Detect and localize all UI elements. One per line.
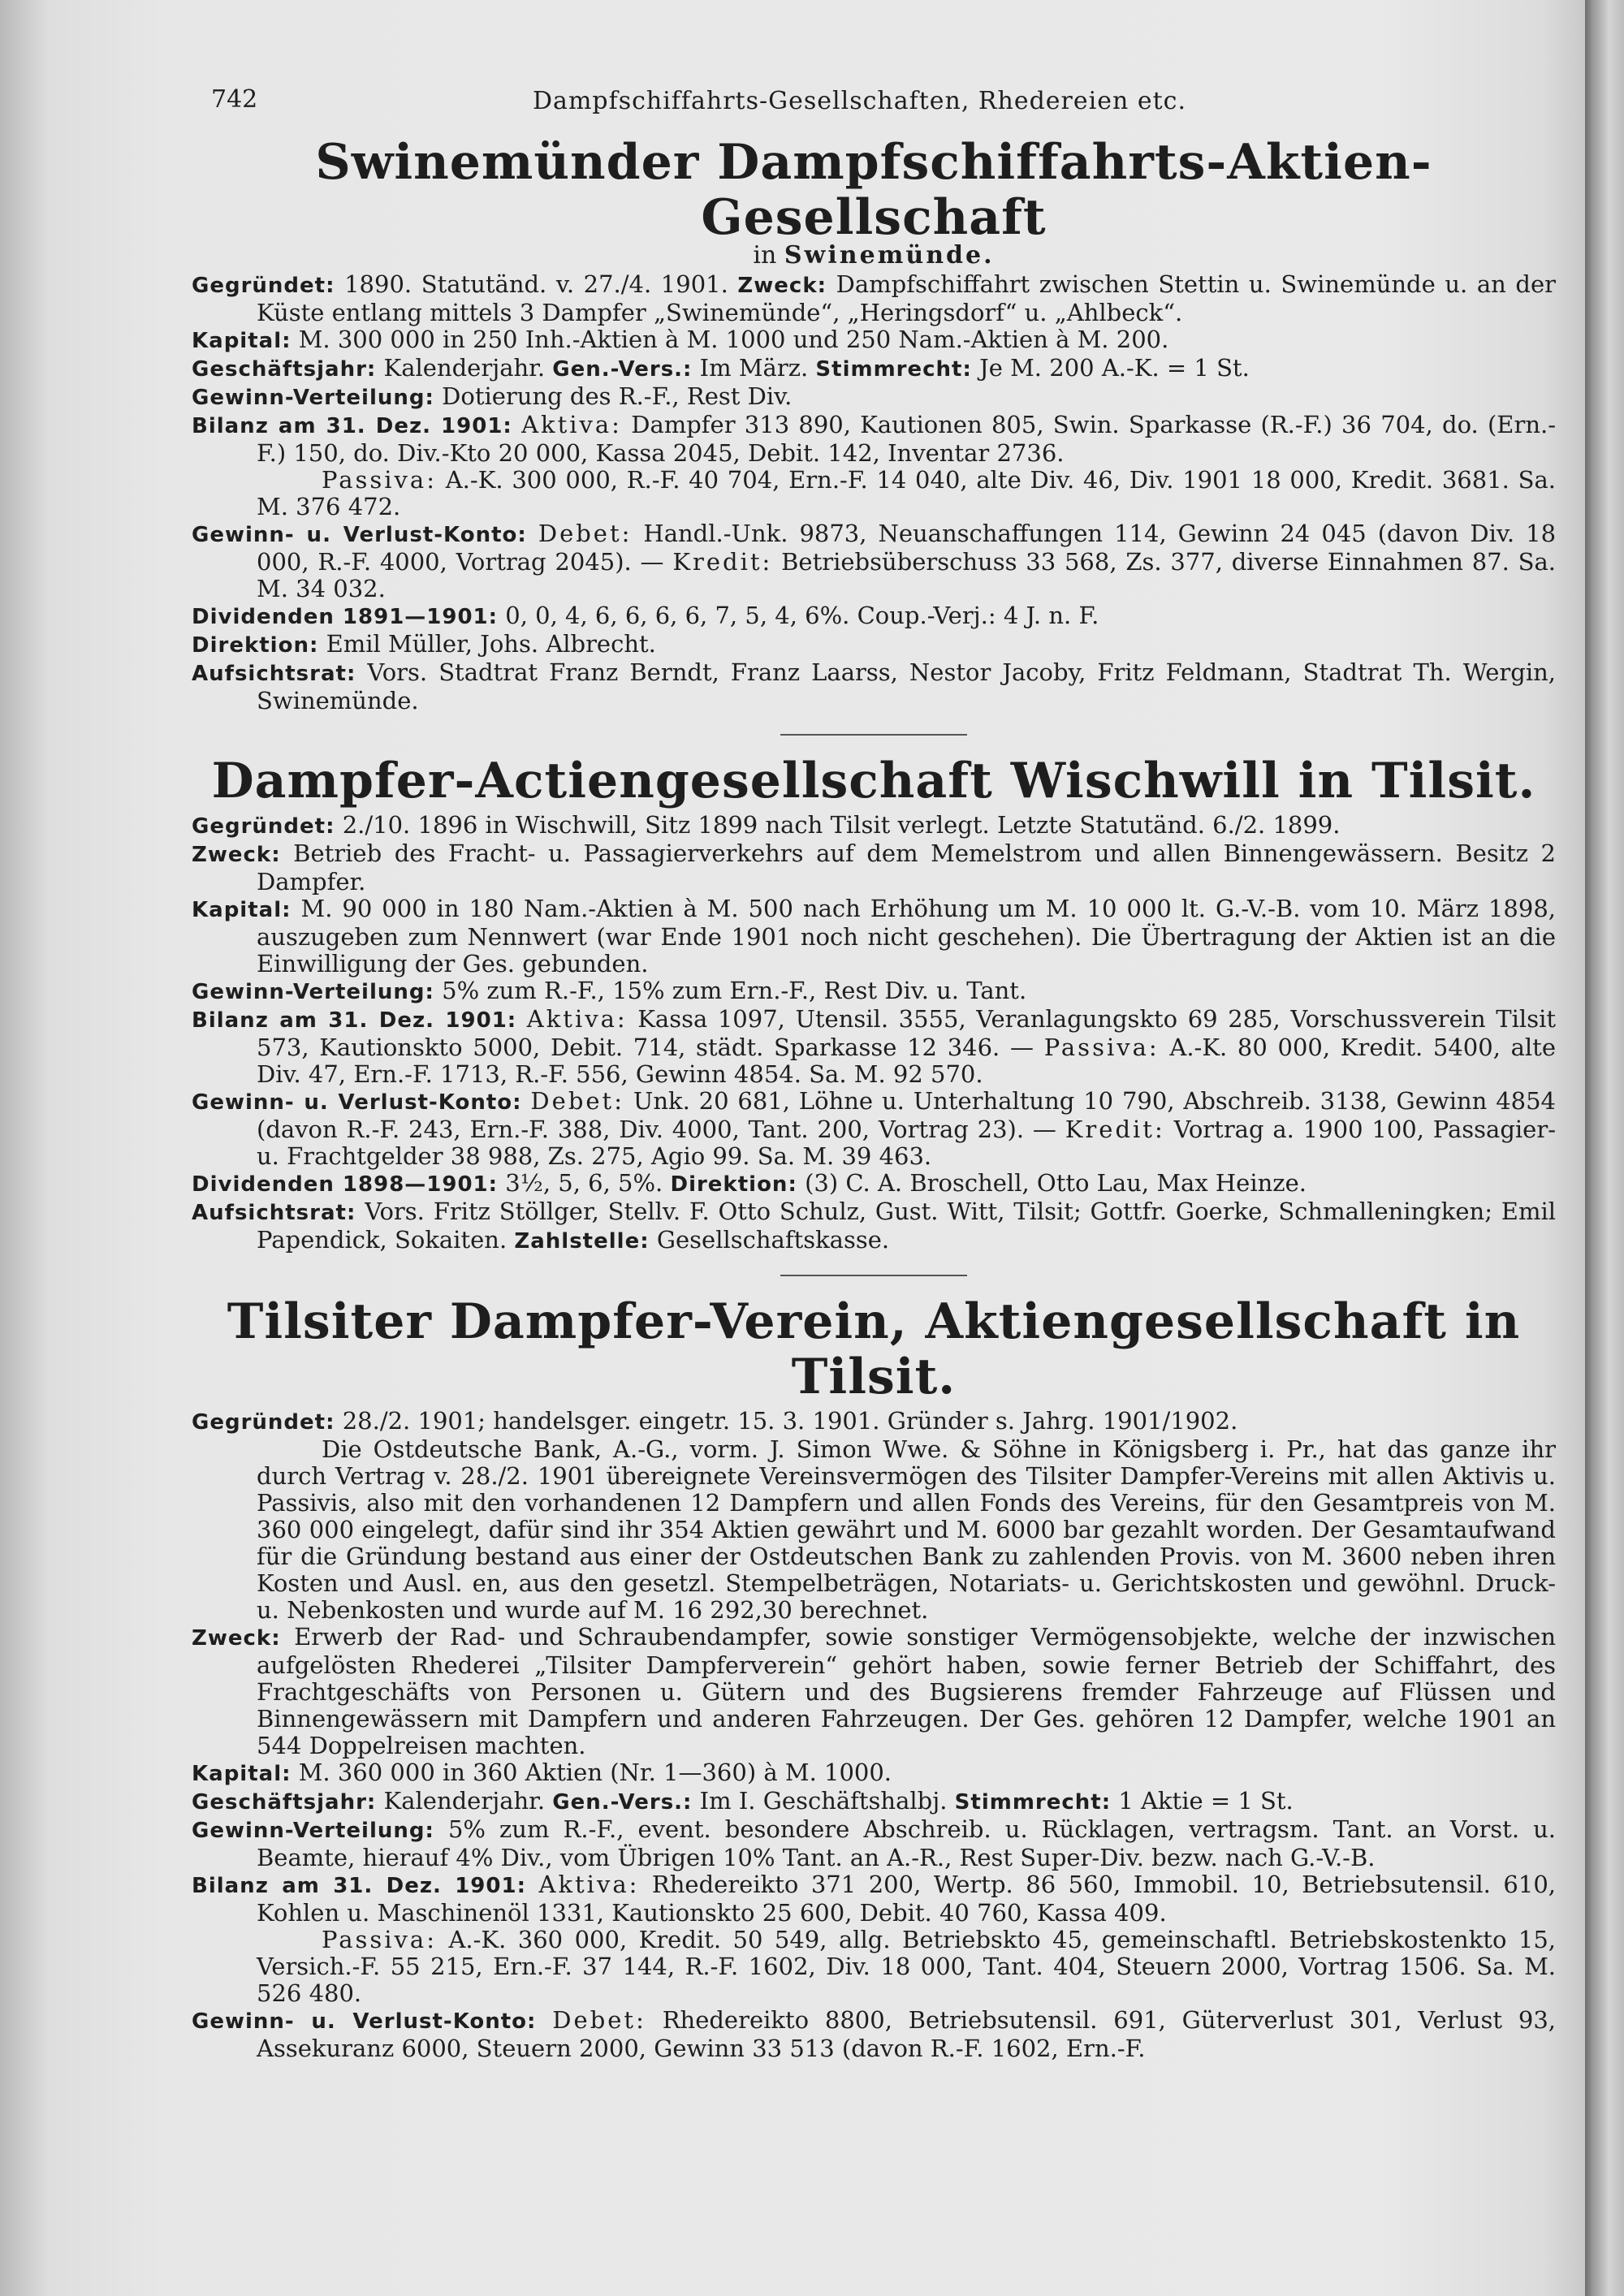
entry-label: Stimmrecht: xyxy=(815,357,972,382)
entry-capital xyxy=(192,326,1556,355)
entry-management xyxy=(192,631,1556,659)
entry-label: Direktion: xyxy=(670,1172,797,1197)
entry-label: Stimmrecht: xyxy=(954,1790,1112,1815)
entry-spaced-label: Aktiva: xyxy=(526,1005,628,1033)
entry-purpose xyxy=(192,840,1556,896)
entry-label: Gegründet: xyxy=(192,814,335,839)
entry-text: Kalenderjahr. xyxy=(383,1787,546,1815)
book-spine-shadow xyxy=(1585,0,1624,2296)
entry-supervisory-board xyxy=(192,1198,1556,1255)
entry-text: Rhedereikto 8800, Betriebsutensil. 691, Güterverlust 301, Verlust 93, Assekuranz 6000, Steuern 2000, Gewinn 33 513 (davon R.-F. 1602, Ern.-F. xyxy=(257,2006,1557,2062)
entry-label: Kapital: xyxy=(192,329,292,353)
entry-text: Rhedereikto 371 200, Wertp. 86 560, Immobil. 10, Betriebsutensil. 610, Kohlen u. Maschinenöl 1331, Kautionskto 25 600, Debit. 40 760, Kassa 409. xyxy=(257,1871,1557,1927)
page-content xyxy=(192,81,1556,2062)
entry-text: Kassa 1097, Utensil. 3555, Veranlagungskto 69 285, Vorschussverein Tilsit 573, Kautionskto 5000, Debit. 714, städt. Sparkasse 12 346. — xyxy=(257,1005,1557,1061)
entry-text: A.-K. 80 000, Kredit. 5400, alte Div. 47, Ern.-F. 1713, R.-F. 556, Gewinn 4854. Sa. M. 92 570. xyxy=(257,1034,1557,1088)
entry-label: Kapital: xyxy=(192,1762,292,1786)
entry-spaced-label: Passiva: xyxy=(322,1926,437,1953)
entry-text: Vortrag a. 1900 100, Passagier- u. Frachtgelder 38 988, Zs. 275, Agio 99. Sa. M. 39 463. xyxy=(257,1116,1556,1170)
entry-spaced-label: Aktiva: xyxy=(538,1871,640,1898)
entry-label: Dividenden 1898—1901: xyxy=(192,1172,499,1197)
entry-balance xyxy=(192,412,1556,467)
location-name: Swinemünde. xyxy=(784,241,995,270)
company-section-swinemuende xyxy=(192,135,1556,714)
entry-profit-loss xyxy=(192,2007,1556,2062)
entry-label: Bilanz am 31. Dez. 1901: xyxy=(192,414,512,438)
entry-text: Emil Müller, Johs. Albrecht. xyxy=(326,630,656,658)
entry-profit-distribution xyxy=(192,1816,1556,1871)
entry-text: Je M. 200 A.-K. = 1 St. xyxy=(979,354,1250,382)
entry-text: (3) C. A. Broschell, Otto Lau, Max Heinze. xyxy=(805,1169,1307,1197)
entry-label: Gewinn-Verteilung: xyxy=(192,1819,434,1843)
entry-label: Aufsichtsrat: xyxy=(192,1201,356,1225)
entry-text: Unk. 20 681, Löhne u. Unterhaltung 10 790, Abschreib. 3138, Gewinn 4854 (davon R.-F. 243, Ern.-F. 388, Div. 4000, Tant. 200, Vortrag 23). — xyxy=(257,1087,1557,1143)
entry-text: 3½, 5, 6, 5%. xyxy=(505,1169,663,1197)
running-title: Dampfschiffahrts-Gesellschaften, Rhedereien etc. xyxy=(533,87,1186,115)
entry-founded xyxy=(192,271,1556,326)
entry-spaced-label: Passiva: xyxy=(1043,1034,1160,1061)
entry-text: Erwerb der Rad- und Schraubendampfer, sowie sonstiger Vermögensobjekte, welche der inzwischen aufgelösten Rhederei „Tilsiter Dampferverein“ gehört haben, sowie ferner Betrieb der Schiffahrt, des Frachtgeschäfts von Personen u. Gütern und des Bugsierens fremder Fahrzeuge auf Flüssen und Binnengewässern mit Dampfern und anderen Fahrzeugen. Der Ges. gehören 12 Dampfer, welche 1901 an 544 Doppelreisen machten. xyxy=(257,1623,1557,1759)
entry-spaced-label: Kredit: xyxy=(672,548,773,576)
entry-label: Geschäftsjahr: xyxy=(192,1790,377,1815)
entry-label: Gen.-Vers.: xyxy=(552,357,693,382)
entry-text: Betrieb des Fracht- u. Passagierverkehrs auf dem Memelstrom und allen Binnengewässern. Besitz 2 Dampfer. xyxy=(257,839,1556,896)
entry-label: Gegründet: xyxy=(192,1410,335,1435)
entry-text: 5% zum R.-F., 15% zum Ern.-F., Rest Div. u. Tant. xyxy=(442,977,1027,1004)
entry-text: Vors. Stadtrat Franz Berndt, Franz Laarss, Nestor Jacoby, Fritz Feldmann, Stadtrat Th. Wergin, Swinemünde. xyxy=(257,658,1556,714)
company-section-tilsiter-dampfer-verein xyxy=(192,1294,1556,2062)
entry-spaced-label: Debet: xyxy=(530,1087,624,1115)
location-prefix: in xyxy=(753,241,777,270)
entry-founded xyxy=(192,812,1556,840)
company-title: Dampfer-Actiengesellschaft Wischwill in Tilsit. xyxy=(211,753,1536,809)
entry-text: Kalenderjahr. xyxy=(383,354,546,382)
entry-spaced-label: Debet: xyxy=(538,520,633,547)
entry-balance-passiva xyxy=(192,1927,1556,2007)
entry-label: Gen.-Vers.: xyxy=(552,1790,693,1815)
entry-label: Direktion: xyxy=(192,633,319,658)
entry-label: Gegründet: xyxy=(192,274,335,298)
company-title: Tilsiter Dampfer-Verein, Aktiengesellschaft in Tilsit. xyxy=(227,1293,1521,1405)
entry-label: Gewinn-Verteilung: xyxy=(192,980,434,1004)
entry-profit-distribution xyxy=(192,978,1556,1006)
entry-label: Gewinn- u. Verlust-Konto: xyxy=(192,2009,537,2034)
entry-label: Gewinn-Verteilung: xyxy=(192,386,434,410)
entry-text: Im I. Geschäftshalbj. xyxy=(699,1787,948,1815)
entry-dividends xyxy=(192,602,1556,631)
entry-label: Zweck: xyxy=(192,1626,281,1651)
entry-capital xyxy=(192,1759,1556,1788)
entry-text: M. 360 000 in 360 Aktien (Nr. 1—360) à M. 1000. xyxy=(298,1759,892,1786)
entry-label: Aufsichtsrat: xyxy=(192,662,356,686)
section-divider xyxy=(780,1275,967,1276)
entry-label: Bilanz am 31. Dez. 1901: xyxy=(192,1008,517,1033)
entry-text: Im März. xyxy=(699,354,809,382)
company-location xyxy=(192,242,1556,270)
entry-text: Dampfer 313 890, Kautionen 805, Swin. Sparkasse (R.-F.) 36 704, do. (Ern.-F.) 150, do. Div.-Kto 20 000, Kassa 2045, Debit. 142, Inventar 2736. xyxy=(257,411,1557,467)
entry-label: Geschäftsjahr: xyxy=(192,357,377,382)
entry-label: Gewinn- u. Verlust-Konto: xyxy=(192,523,527,547)
entry-spaced-label: Kredit: xyxy=(1065,1116,1165,1143)
entry-text: M. 300 000 in 250 Inh.-Aktien à M. 1000 und 250 Nam.-Aktien à M. 200. xyxy=(298,326,1169,353)
entry-text: A.-K. 360 000, Kredit. 50 549, allg. Betriebskto 45, gemeinschaftl. Betriebskostenkto 15, Versich.-F. 55 215, Ern.-F. 37 144, R.-F. 1602, Div. 18 000, Tant. 404, Steuern 2000, Vortrag 1506. Sa. M. 526 480. xyxy=(257,1926,1556,2007)
entry-spaced-label: Aktiva: xyxy=(521,411,622,438)
entry-balance xyxy=(192,1006,1556,1088)
entry-text: Handl.-Unk. 9873, Neuanschaffungen 114, Gewinn 24 045 (davon Div. 18 000, R.-F. 4000, Vortrag 2045). — xyxy=(257,520,1557,576)
entry-purpose xyxy=(192,1624,1556,1759)
entry-text: M. 90 000 in 180 Nam.-Aktien à M. 500 nach Erhöhung um M. 10 000 lt. G.-V.-B. vom 10. März 1898, auszugeben zum Nennwert (war Ende 1901 noch nicht geschehen). Die Übertragung der Aktien ist an die Einwilligung der Ges. gebunden. xyxy=(257,895,1557,978)
entry-text: Vors. Fritz Stöllger, Stellv. F. Otto Schulz, Gust. Witt, Tilsit; Gottfr. Goerke, Schmalleningken; Emil Papendick, Sokaiten. xyxy=(257,1198,1557,1254)
entry-fiscal-year xyxy=(192,355,1556,383)
entry-profit-loss xyxy=(192,1088,1556,1170)
entry-text: A.-K. 300 000, R.-F. 40 704, Ern.-F. 14 040, alte Div. 46, Div. 1901 18 000, Kredit. 3681. Sa. M. 376 472. xyxy=(257,466,1556,520)
entry-balance xyxy=(192,1871,1556,1927)
entry-label: Gewinn- u. Verlust-Konto: xyxy=(192,1090,522,1115)
company-title: Swinemünder Dampfschiffahrts-Aktien-Gesellschaft xyxy=(315,134,1432,246)
page-number: 742 xyxy=(211,85,258,114)
entry-spaced-label: Passiva: xyxy=(322,466,437,494)
entry-text: 1 Aktie = 1 St. xyxy=(1118,1787,1294,1815)
entry-profit-loss xyxy=(192,520,1556,602)
entry-text: 2./10. 1896 in Wischwill, Sitz 1899 nach Tilsit verlegt. Letzte Statutänd. 6./2. 1899. xyxy=(342,811,1341,839)
entry-text: 5% zum R.-F., event. besondere Abschreib. u. Rücklagen, vertragsm. Tant. an Vorst. u. Beamte, hierauf 4% Div., vom Übrigen 10% Tant. an A.-R., Rest Super-Div. bezw. nach G.-V.-B. xyxy=(257,1815,1557,1871)
entry-text: Dotierung des R.-F., Rest Div. xyxy=(442,382,793,410)
entry-label: Bilanz am 31. Dez. 1901: xyxy=(192,1874,526,1898)
entry-label: Zweck: xyxy=(192,843,281,867)
entry-label: Dividenden 1891—1901: xyxy=(192,605,499,629)
entry-text: Betriebsüberschuss 33 568, Zs. 377, diverse Einnahmen 87. Sa. M. 34 032. xyxy=(257,548,1557,602)
entry-text: 1890. Statutänd. v. 27./4. 1901. xyxy=(344,270,728,298)
entry-founded xyxy=(192,1408,1556,1436)
entry-founding-details xyxy=(192,1436,1556,1624)
company-section-wischwill xyxy=(192,753,1556,1255)
entry-text: 28./2. 1901; handelsger. eingetr. 15. 3. 1901. Gründer s. Jahrg. 1901/1902. xyxy=(342,1407,1238,1435)
running-header xyxy=(192,81,1556,130)
entry-profit-distribution xyxy=(192,383,1556,412)
entry-supervisory-board xyxy=(192,659,1556,714)
entry-label: Zweck: xyxy=(737,274,827,298)
entry-dividends xyxy=(192,1170,1556,1198)
entry-label: Zahlstelle: xyxy=(514,1229,650,1254)
section-divider xyxy=(780,734,967,736)
entry-capital xyxy=(192,896,1556,978)
entry-balance-passiva xyxy=(192,467,1556,520)
entry-text: Die Ostdeutsche Bank, A.-G., vorm. J. Simon Wwe. & Söhne in Königsberg i. Pr., hat das ganze ihr durch Vertrag v. 28./2. 1901 übereignete Vereinsvermögen des Tilsiter Dampfer-Vereins mit allen Aktivis u. Passivis, also mit den vorhandenen 12 Dampfern und allen Fonds des Vereins, für den Gesamtpreis von M. 360 000 eingelegt, dafür sind ihr 354 Aktien gewährt und M. 6000 bar gezahlt worden. Der Gesamtaufwand für die Gründung bestand aus einer der Ostdeutschen Bank zu zahlenden Provis. von M. 3600 neben ihren Kosten und Ausl. en, aus den gesetzl. Stempelbeträgen, Notariats- u. Gerichtskosten und gewöhnl. Druck- u. Nebenkosten und wurde auf M. 16 292,30 berechnet. xyxy=(257,1435,1556,1624)
entry-fiscal-year xyxy=(192,1788,1556,1816)
entry-label: Kapital: xyxy=(192,898,292,922)
entry-text: Dampfschiffahrt zwischen Stettin u. Swinemünde u. an der Küste entlang mittels 3 Dampfer „Swinemünde“, „Heringsdorf“ u. „Ahlbeck“. xyxy=(257,270,1557,326)
entry-text: 0, 0, 4, 6, 6, 6, 6, 7, 5, 4, 6%. Coup.-Verj.: 4 J. n. F. xyxy=(505,602,1099,629)
entry-spaced-label: Debet: xyxy=(552,2006,646,2034)
entry-text: Gesellschaftskasse. xyxy=(656,1226,890,1254)
